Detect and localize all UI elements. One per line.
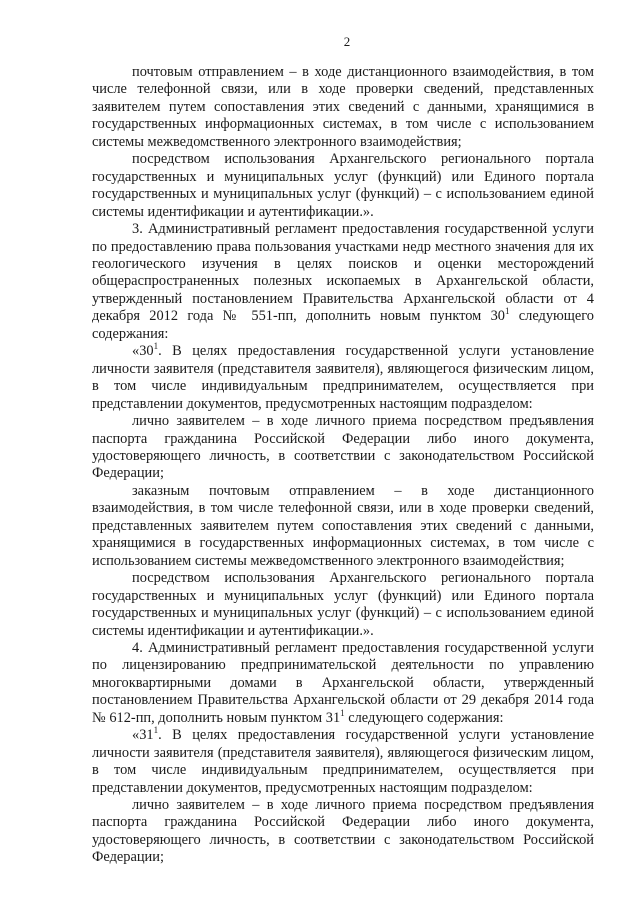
superscript: 1 <box>153 341 159 352</box>
superscript: 1 <box>340 707 345 718</box>
paragraph: лично заявителем – в ходе личного приема посредством предъявления паспорта гражданина Российской Федерации либо иного документа, удостоверяющего личность, в соответствии с законодательством Российской Федерации; <box>92 797 594 866</box>
paragraph: лично заявителем – в ходе личного приема посредством предъявления паспорта гражданина Российской Федерации либо иного документа, удостоверяющего личность, в соответствии с законодательством Российской Федерации; <box>92 413 594 482</box>
paragraph: 4. Административный регламент предоставления государственной услуги по лицензированию предпринимательской деятельности по управлению многоквартирными домами в Архангельской области, утвержденный постановлением Правительства Архангельской области от 29 декабря 2014 года № 612-пп, дополнить новым пунктом $31^1$ следующего содержания: <box>92 639 594 726</box>
paragraph: посредством использования Архангельского регионального портала государственных и муниципальных услуг (функций) или Единого портала государственных и муниципальных услуг (функций) – с использованием единой системы идентификации и аутентификации.». <box>92 151 594 220</box>
paragraph: заказным почтовым отправлением – в ходе дистанционного взаимодействия, в том числе телефонной связи, или в ходе проверки сведений, представленных заявителем путем сопоставления этих сведений с данными, хранящимися в государственных информационных системах, в том числе с использованием системы межведомственного электронного взаимодействия; <box>92 482 594 569</box>
page-number: 2 <box>343 34 351 49</box>
superscript: 1 <box>504 306 510 317</box>
document-body <box>92 64 594 867</box>
paragraph: посредством использования Архангельского регионального портала государственных и муниципальных услуг (функций) или Единого портала государственных и муниципальных услуг (функций) – с использованием единой системы идентификации и аутентификации.». <box>92 570 594 639</box>
paragraph: «$30^1$. В целях предоставления государственной услуги установление личности заявителя (представителя заявителя), являющегося физическим лицом, в том числе индивидуальным предпринимателем, осуществляется при представлении документов, предусмотренных настоящим подразделом: <box>92 341 594 412</box>
superscript: 1 <box>153 725 159 736</box>
paragraph: почтовым отправлением – в ходе дистанционного взаимодействия, в том числе телефонной связи, или в ходе проверки сведений, представленных заявителем путем сопоставления этих сведений с данными, хранящимися в государственных информационных системах, в том числе с использованием системы межведомственного электронного взаимодействия; <box>92 64 594 150</box>
paragraph: «$31^1$. В целях предоставления государственной услуги установление личности заявителя (представителя заявителя), являющегося физическим лицом, в том числе индивидуальным предпринимателем, осуществляется при представлении документов, предусмотренных настоящим подразделом: <box>92 725 594 796</box>
paragraph: 3. Административный регламент предоставления государственной услуги по предоставлению права пользования участками недр местного значения для их геологического изучения в целях поисков и оценки месторождений общераспространенных полезных ископаемых в Архангельской области, утвержденный постановлением Правительства Архангельской области от 4 декабря 2012 года № 551-пп, дополнить новым пунктом $30^1$ следующего содержания: <box>92 221 594 342</box>
